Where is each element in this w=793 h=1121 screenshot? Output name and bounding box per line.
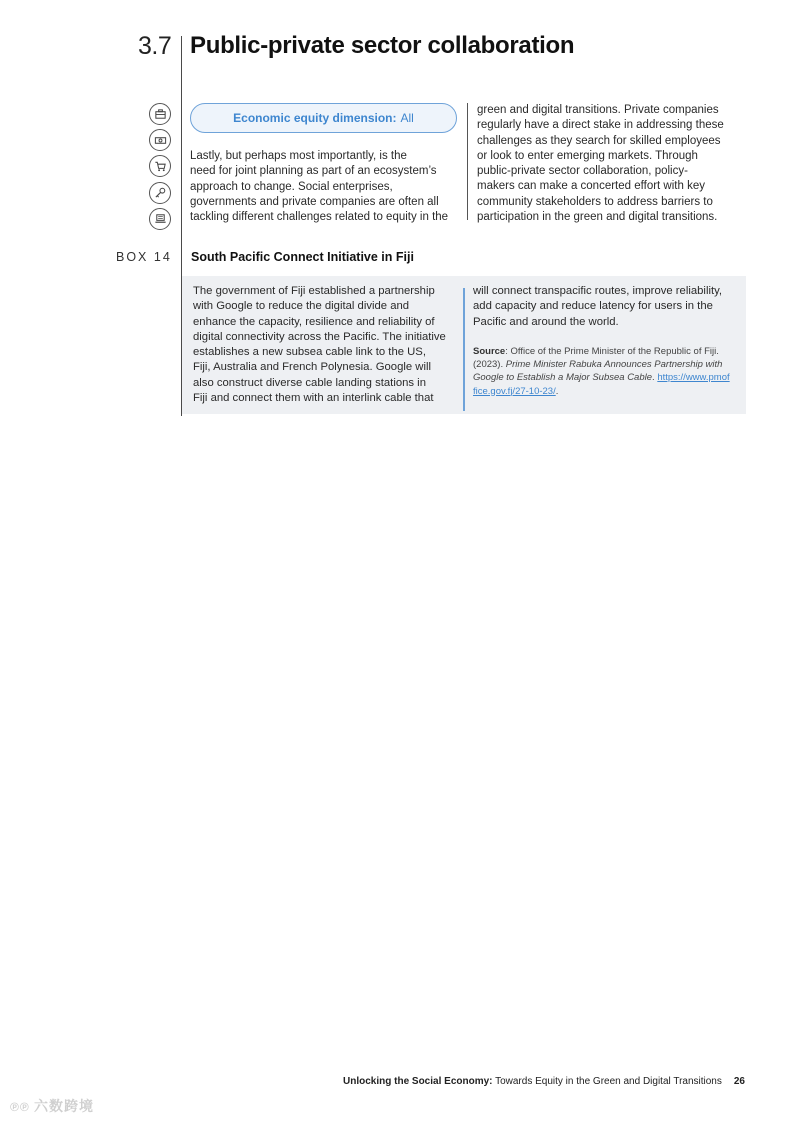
footer-title-rest: Towards Equity in the Green and Digital Transitions — [492, 1076, 722, 1087]
text-line: tackling different challenges related to equity in the — [190, 211, 449, 224]
key-icon — [149, 182, 171, 204]
box-label: BOX 14 — [116, 250, 172, 264]
text-line: challenges as they search for skilled employees — [477, 134, 721, 147]
equity-dimension-badge — [190, 103, 457, 133]
text-line: enhance the capacity, resilience and reliability of — [193, 315, 435, 328]
watermark — [10, 1096, 94, 1116]
briefcase-icon — [149, 103, 171, 125]
section-number: 3.7 — [138, 32, 172, 60]
text-line: with Google to reduce the digital divide and — [193, 300, 410, 313]
body-column-1 — [190, 149, 462, 225]
text-line: public-private sector collaboration, policy- — [477, 165, 688, 178]
text-line: or look to enter emerging markets. Through — [477, 149, 698, 162]
text-line: makers can make a concerted effort with key — [477, 180, 705, 193]
watermark-logo-icon: ℗℗ — [10, 1100, 35, 1114]
text-line: Pacific and around the world. — [473, 315, 619, 328]
source-after: . — [652, 372, 658, 384]
section-title: Public-private sector collaboration — [190, 32, 575, 59]
source-title: Prime Minister Rabuka Announces Partnership with Google to Establish a Major Subsea Cable — [473, 359, 723, 384]
footer-title-bold: Unlocking the Social Economy: — [343, 1076, 493, 1087]
text-line: participation in the green and digital transitions. — [477, 211, 718, 224]
cart-icon — [149, 155, 171, 177]
box-column-2 — [473, 284, 739, 330]
body-column-2 — [477, 103, 747, 225]
page-number: 26 — [733, 1076, 745, 1087]
text-line: approach to change. Social enterprises, — [190, 180, 393, 193]
page-footer — [343, 1076, 745, 1087]
source-link[interactable]: https://www.pmoffice.gov.fj/27-10-23/ — [473, 372, 730, 397]
box-source — [473, 345, 731, 398]
box-column-1 — [193, 284, 459, 406]
source-label: Source — [473, 346, 506, 357]
text-line: also construct diverse cable landing stations in — [193, 376, 426, 389]
text-line: community stakeholders to address barriers to — [477, 195, 713, 208]
text-line: green and digital transitions. Private companies — [477, 104, 719, 116]
text-line: Fiji and connect them with an interlink cable that — [193, 392, 434, 405]
text-line: need for joint planning as part of an ecosystem’s — [190, 165, 437, 178]
text-line: establishes a new subsea cable link to the US, — [193, 346, 426, 359]
text-line: The government of Fiji established a partnership — [193, 285, 435, 297]
text-line: governments and private companies are often all — [190, 195, 439, 208]
text-line: regularly have a direct stake in addressing these — [477, 119, 724, 132]
equity-icon-stack — [149, 103, 173, 234]
source-end: . — [555, 385, 559, 397]
text-line: add capacity and reduce latency for users in the — [473, 300, 713, 313]
text-line: digital connectivity across the Pacific. The initiative — [193, 330, 446, 343]
money-icon — [149, 129, 171, 151]
watermark-text: 六数跨境 — [34, 1098, 95, 1114]
equity-dimension-value: All — [400, 111, 414, 125]
box-column-divider — [463, 288, 465, 411]
text-line: Fiji, Australia and French Polynesia. Google will — [193, 361, 431, 374]
laptop-icon — [149, 208, 171, 230]
equity-dimension-label: Economic equity dimension: — [233, 111, 397, 125]
text-line: Lastly, but perhaps most importantly, is the — [190, 150, 407, 162]
column-divider — [467, 103, 468, 220]
source-text: : Office of the Prime Minister of the Republic of Fiji. (2023). — [473, 346, 719, 371]
box-title: South Pacific Connect Initiative in Fiji — [191, 250, 414, 264]
text-line: will connect transpacific routes, improve reliability, — [473, 285, 723, 297]
